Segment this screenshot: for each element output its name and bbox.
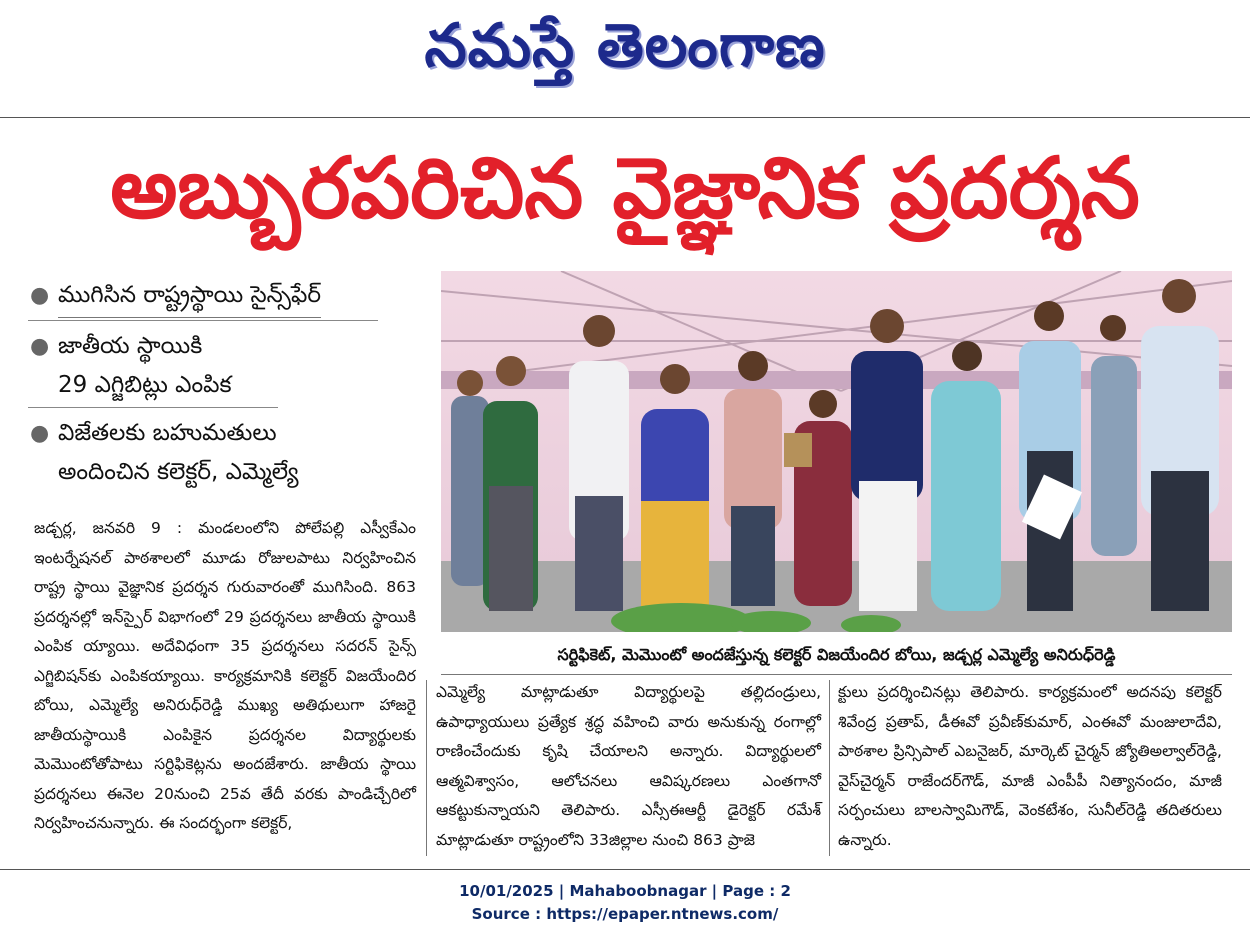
- masthead: [0, 0, 1250, 95]
- article-column-2: [436, 678, 821, 855]
- article-column-3: [838, 678, 1222, 855]
- newspaper-logo: నమస్తే తెలంగాణ: [424, 11, 826, 81]
- highlight-divider: [28, 320, 378, 321]
- event-photo: [441, 271, 1232, 632]
- highlight-line: విజేతలకు బహుమతులు: [58, 420, 277, 446]
- column-divider: [426, 680, 427, 856]
- edition-info: 10/01/2025 | Mahaboobnagar | Page : 2: [459, 882, 791, 900]
- masthead-divider: [0, 117, 1250, 118]
- bullet-icon: ●: [30, 421, 50, 446]
- highlight-divider: [28, 407, 278, 408]
- highlight-item: [28, 414, 378, 492]
- footer-divider: [0, 869, 1250, 870]
- footer: [0, 880, 1250, 926]
- article-column-1: [34, 514, 416, 839]
- highlight-line: అందించిన కలెక్టర్, ఎమ్మెల్యే: [58, 459, 299, 485]
- headline: అబ్బురపరిచిన వైజ్ఞానిక ప్రదర్శన: [110, 139, 1140, 237]
- article-paragraph: జడ్చర్ల, జనవరి 9 : మండలంలోని పోలేపల్లి ఎస్వీకేఎం ఇంటర్నేషనల్ పాఠశాలలో మూడు రోజులపాటు నిర్వహించిన రాష్ట్ర స్థాయి వైజ్ఞానిక ప్రదర్శన గురువారంతో ముగిసింది. 863 ప్రదర్శనల్లో ఇన్‌స్పైర్ విభాగంలో 29 ప్రదర్శనలు జాతీయ స్థాయికి ఎంపిక య్యాయి. అదేవిధంగా 35 ప్రదర్శనలు సదరన్ సైన్స్ ఎగ్జిబిషన్‌కు ఎంపికయ్యాయి. కార్యక్రమానికి కలెక్టర్ విజయేందిర బోయి, ఎమ్మెల్యే అనిరుధ్‌రెడ్డి ముఖ్య అతిథులుగా హాజరై జాతీయస్థాయికి ఎంపికైన ప్రదర్శనల విద్యార్థులకు మెమొంటోతోపాటు సర్టిఫికెట్లను అందజేశారు. జాతీయ స్థాయి ప్రదర్శనలు ఈనెల 20నుంచి 25వ తేదీ వరకు పాండిచ్చేరిలో నిర్వహించనున్నారు. ఈ సందర్భంగా కలెక్టర్,: [34, 519, 416, 832]
- column-divider: [829, 680, 830, 856]
- highlights-list: [28, 276, 378, 492]
- source-link[interactable]: Source : https://epaper.ntnews.com/: [471, 905, 779, 923]
- highlight-item: [28, 327, 378, 405]
- article-paragraph: క్టులు ప్రదర్శించినట్లు తెలిపారు. కార్యక్రమంలో అదనపు కలెక్టర్ శివేంద్ర ప్రతాప్, డీఈవో ప్రవీణ్‌కుమార్, ఎంఈవో మంజులాదేవి, పాఠశాల ప్రిన్సిపాల్ ఎబనైజర్, మార్కెట్ చైర్మన్ జ్యోతిఅల్వాల్‌రెడ్డి, వైస్‌చైర్మన్ రాజేందర్‌గౌడ్, మాజీ ఎంపీపీ నిత్యానందం, మాజీ సర్పంచులు బాలస్వామిగౌడ్, వెంకటేశం, సునీల్‌రెడ్డి తదితరులు ఉన్నారు.: [838, 683, 1222, 849]
- highlight-line: ముగిసిన రాష్ట్రస్థాయి సైన్స్‌ఫేర్: [58, 276, 321, 318]
- bullet-icon: ●: [30, 283, 50, 308]
- highlight-item: [28, 276, 378, 318]
- highlight-line: 29 ఎగ్జిబిట్లు ఎంపిక: [58, 372, 232, 398]
- bullet-icon: ●: [30, 334, 50, 359]
- photo-caption: సర్టిఫికెట్, మెమొంటో అందజేస్తున్న కలెక్టర్ విజయేందిర బోయి, జడ్చర్ల ఎమ్మెల్యే అనిరుధ్‌రెడ్డి: [441, 636, 1232, 675]
- article-paragraph: ఎమ్మెల్యే మాట్లాడుతూ విద్యార్థులపై తల్లిదండ్రులు, ఉపాధ్యాయులు ప్రత్యేక శ్రద్ధ వహించి వారు అనుకున్న రంగాల్లో రాణించేందుకు కృషి చేయాలని అన్నారు. విద్యార్థులలో ఆత్మవిశ్వాసం, ఆలోచనలు ఆవిష్కరణలు ఎంతగానో ఆకట్టుకున్నాయని తెలిపారు. ఎస్సీఈఆర్టీ డైరెక్టర్ రమేశ్ మాట్లాడుతూ రాష్ట్రంలోని 33జిల్లాల నుంచి 863 ప్రాజె: [436, 683, 821, 849]
- highlight-line: జాతీయ స్థాయికి: [58, 333, 203, 359]
